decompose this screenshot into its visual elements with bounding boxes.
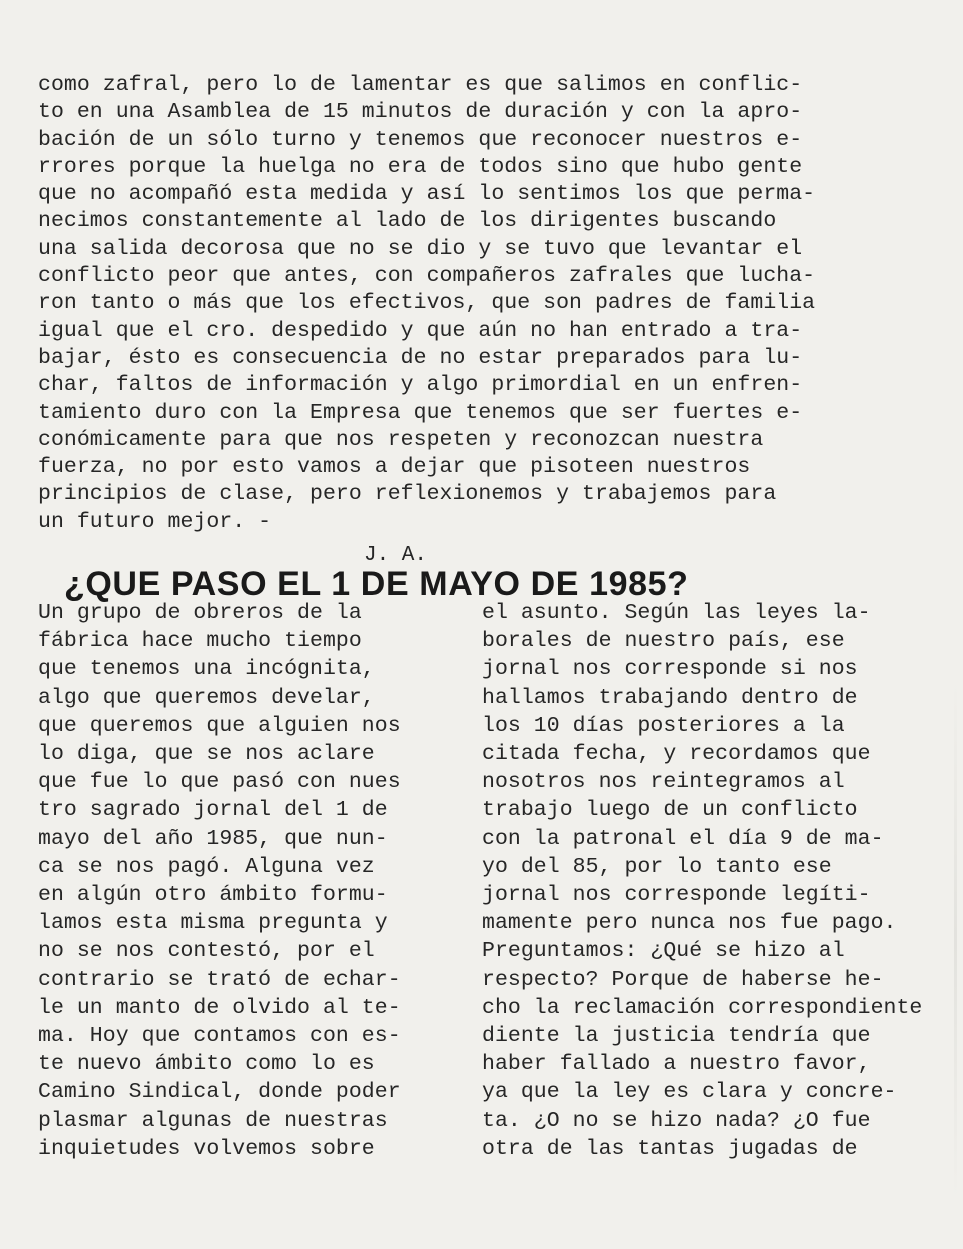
right-column-line: nosotros nos reintegramos al <box>482 770 845 795</box>
right-column-line: respecto? Porque de haberse he- <box>482 967 884 992</box>
right-column-line: Preguntamos: ¿Qué se hizo al <box>482 939 845 964</box>
right-column-line: jornal nos corresponde legíti- <box>482 883 871 908</box>
intro-text-line: rrores porque la huelga no era de todos sino que hubo gente <box>38 154 803 179</box>
intro-text-line: principios de clase, pero reflexionemos y trabajemos para <box>38 482 777 507</box>
left-column-line: que fue lo que pasó con nues <box>38 770 401 795</box>
intro-text-line: to en una Asamblea de 15 minutos de duración y con la apro- <box>38 100 803 125</box>
right-column-line: ya que la ley es clara y concre- <box>482 1080 897 1105</box>
left-column-line: que tenemos una incógnita, <box>38 657 375 682</box>
intro-text-line: bación de un sólo turno y tenemos que reconocer nuestros e- <box>38 127 803 152</box>
right-column-line: trabajo luego de un conflicto <box>482 798 858 823</box>
right-column-line: diente la justicia tendría que <box>482 1024 871 1049</box>
intro-text-line: que no acompañó esta medida y así lo sentimos los que perma- <box>38 182 816 207</box>
left-column-line: inquietudes volvemos sobre <box>38 1136 375 1161</box>
left-column-line: tro sagrado jornal del 1 de <box>38 798 388 823</box>
right-column-line: haber fallado a nuestro favor, <box>482 1052 871 1077</box>
right-column-line: borales de nuestro país, ese <box>482 629 845 654</box>
right-column-line: citada fecha, y recordamos que <box>482 742 871 767</box>
intro-text-line: ron tanto o más que los efectivos, que son padres de familia <box>38 291 816 316</box>
intro-text-line: tamiento duro con la Empresa que tenemos que ser fuertes e- <box>38 400 803 425</box>
left-column-line: Camino Sindical, donde poder <box>38 1080 401 1105</box>
left-column-line: lamos esta misma pregunta y <box>38 911 388 936</box>
intro-text-line: una salida decorosa que no se dio y se tuvo que levantar el <box>38 236 803 261</box>
intro-text-line: necimos constantemente al lado de los dirigentes buscando <box>38 209 777 234</box>
intro-text-line: como zafral, pero lo de lamentar es que salimos en conflic- <box>38 73 803 97</box>
right-column-line: con la patronal el día 9 de ma- <box>482 826 884 851</box>
left-column-line: lo diga, que se nos aclare <box>38 742 375 767</box>
left-column-line: ma. Hoy que contamos con es- <box>38 1024 401 1049</box>
left-column-line: Un grupo de obreros de la <box>38 601 362 625</box>
right-column-line: cho la reclamación correspondiente <box>482 995 923 1020</box>
right-column-line: hallamos trabajando dentro de <box>482 685 858 710</box>
left-column-line: que queremos que alguien nos <box>38 713 401 738</box>
left-column-line: te nuevo ámbito como lo es <box>38 1052 375 1077</box>
left-column-line: no se nos contestó, por el <box>38 939 375 964</box>
right-column-line: el asunto. Según las leyes la- <box>482 601 871 625</box>
intro-text-line: un futuro mejor. - <box>38 509 272 534</box>
intro-text-line: conómicamente para que nos respeten y reconozcan nuestra <box>38 427 764 452</box>
intro-paragraph <box>38 72 938 536</box>
right-column-line: ta. ¿O no se hizo nada? ¿O fue <box>482 1108 871 1133</box>
right-column <box>482 599 952 1163</box>
intro-text-line: igual que el cro. despedido y que aún no han entrado a tra- <box>38 318 803 343</box>
intro-text-line: char, faltos de información y algo primordial en un enfren- <box>38 373 803 398</box>
left-column-line: contrario se trató de echar- <box>38 967 401 992</box>
author-signature: J. A. <box>364 544 428 567</box>
left-column-line: ca se nos pagó. Alguna vez <box>38 854 375 879</box>
left-column-line: plasmar algunas de nuestras <box>38 1108 388 1133</box>
left-column-line: algo que queremos develar, <box>38 685 375 710</box>
left-column <box>38 599 458 1163</box>
right-column-line: los 10 días posteriores a la <box>482 713 845 738</box>
right-column-line: otra de las tantas jugadas de <box>482 1136 858 1161</box>
intro-text-line: conflicto peor que antes, con compañeros zafrales que lucha- <box>38 264 816 289</box>
left-column-line: en algún otro ámbito formu- <box>38 883 388 908</box>
right-column-line: jornal nos corresponde si nos <box>482 657 858 682</box>
left-column-line: mayo del año 1985, que nun- <box>38 826 388 851</box>
left-column-line: fábrica hace mucho tiempo <box>38 629 362 654</box>
right-column-line: yo del 85, por lo tanto ese <box>482 854 832 879</box>
intro-text-line: bajar, ésto es consecuencia de no estar preparados para lu- <box>38 345 803 370</box>
intro-text-line: fuerza, no por esto vamos a dejar que pisoteen nuestros <box>38 455 751 480</box>
left-column-line: le un manto de olvido al te- <box>38 995 401 1020</box>
paper-edge-shadow <box>954 680 957 1200</box>
right-column-line: mamente pero nunca nos fue pago. <box>482 911 897 936</box>
article-headline: ¿QUE PASO EL 1 DE MAYO DE 1985? <box>64 565 689 603</box>
